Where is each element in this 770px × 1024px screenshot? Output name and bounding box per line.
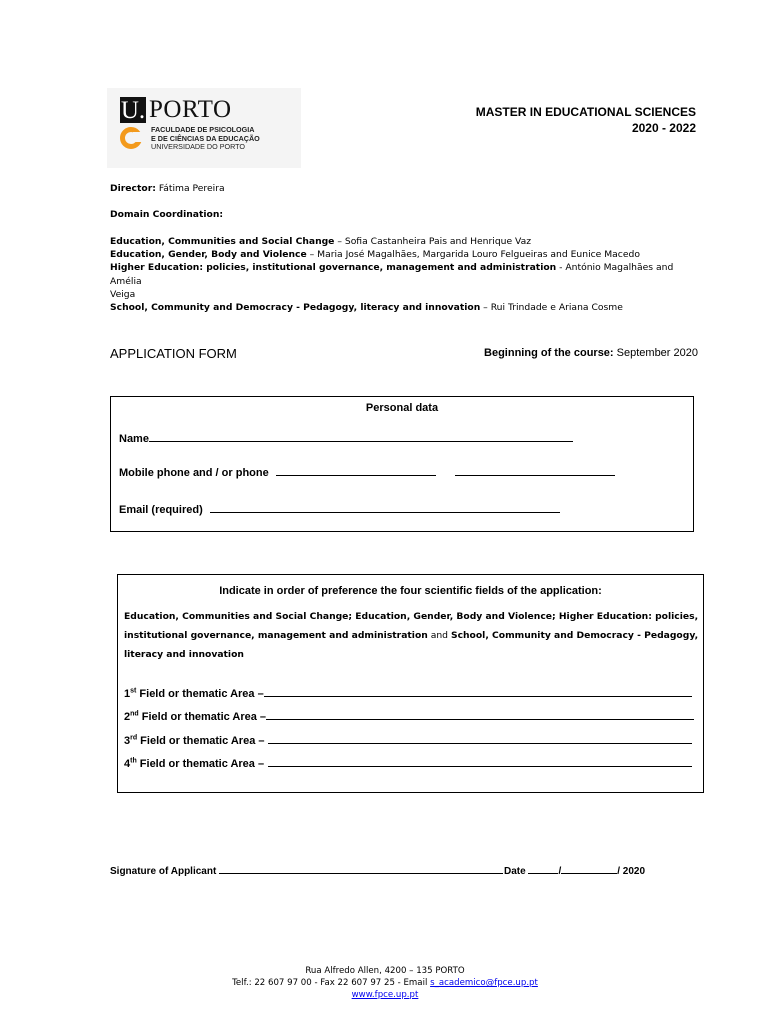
preference-instructions: Education, Communities and Social Change; Education, Gender, Body and Violence; Higher Education: policies, institutional governance, management and administration and School, Community and Democracy - Pedagogy, literacy and innovation — [124, 611, 699, 660]
mobile-input-2[interactable] — [455, 465, 615, 476]
mobile-label: Mobile phone and / or phone — [119, 467, 269, 479]
field-4-row: 4th Field or thematic Area – — [124, 756, 692, 770]
field-2-input[interactable] — [266, 709, 694, 720]
signature-label: Signature of Applicant — [110, 866, 217, 877]
date-label: Date — [504, 866, 526, 877]
date-month-input[interactable] — [561, 865, 617, 874]
application-form-title: APPLICATION FORM — [110, 346, 237, 361]
preference-heading: Indicate in order of preference the four scientific fields of the application: — [219, 585, 602, 597]
footer-address: Rua Alfredo Allen, 4200 – 135 PORTO — [305, 966, 465, 976]
name-field-row — [119, 431, 573, 445]
mobile-field-row — [119, 465, 615, 479]
university-logo — [107, 88, 301, 168]
field-4-input[interactable] — [268, 756, 692, 767]
personal-data-heading: Personal data — [365, 402, 439, 414]
field-2-row: 2nd Field or thematic Area – — [124, 709, 694, 723]
field-3-input[interactable] — [268, 733, 692, 744]
logo-faculty-text: FACULDADE DE PSICOLOGIA E DE CIÊNCIAS DA EDUCAÇÃO UNIVERSIDADE DO PORTO — [151, 125, 260, 152]
domain-item: Education, Communities and Social Change – Sofia Castanheira Pais and Henrique Vaz — [110, 236, 532, 247]
field-3-row: 3rd Field or thematic Area – — [124, 733, 692, 747]
domain-item: Education, Gender, Body and Violence – Maria José Magalhães, Margarida Louro Felgueiras and Eunice Macedo — [110, 249, 640, 261]
name-label: Name — [119, 433, 149, 445]
domain-item-continuation: Veiga — [110, 288, 136, 300]
email-input[interactable] — [210, 502, 560, 513]
email-field-row — [119, 502, 560, 516]
domain-coordination-heading: Domain Coordination: — [110, 209, 224, 220]
email-label: Email (required) — [119, 504, 203, 516]
footer-email-link[interactable]: s_academico@fpce.up.pt — [430, 978, 538, 988]
name-input[interactable] — [149, 431, 573, 442]
signature-input[interactable] — [219, 865, 503, 874]
signature-row — [110, 865, 503, 877]
director-line: Director: Fátima Pereira — [110, 183, 225, 194]
date-row: Date / / 2020 — [504, 866, 646, 877]
footer-contacts: Telf.: 22 607 97 00 - Fax 22 607 97 25 - Email s_academico@fpce.up.pt — [232, 978, 538, 988]
footer-web-link[interactable]: www.fpce.up.pt — [351, 990, 419, 1000]
mobile-input-1[interactable] — [276, 465, 436, 476]
date-day-input[interactable] — [528, 865, 558, 874]
field-1-row: 1st Field or thematic Area – — [124, 686, 692, 700]
domain-list — [110, 235, 690, 314]
domain-item: Higher Education: policies, institutional governance, management and administration - António Magalhães and Amélia — [110, 262, 674, 287]
logo-porto-text: PORTO — [149, 96, 232, 123]
field-1-input[interactable] — [264, 686, 692, 697]
domain-item: School, Community and Democracy - Pedagogy, literacy and innovation – Rui Trindade e Ariana Cosme — [110, 302, 623, 314]
logo-u-mark: U. — [120, 97, 146, 124]
footer — [0, 965, 770, 1001]
course-beginning: Beginning of the course: September 2020 — [484, 347, 698, 359]
program-title: MASTER IN EDUCATIONAL SCIENCES 2020 - 2022 — [475, 105, 696, 135]
